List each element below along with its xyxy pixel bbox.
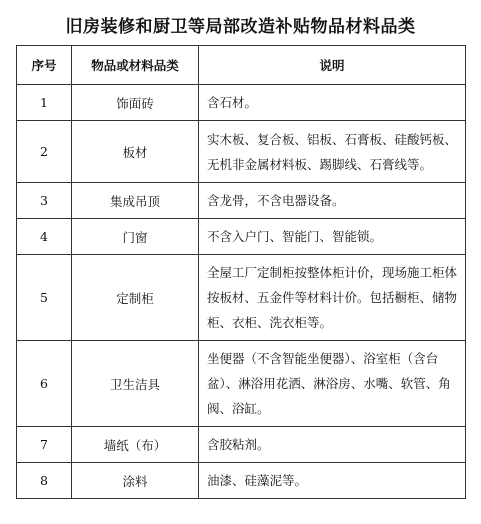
row-number: 1: [17, 85, 72, 121]
row-number: 7: [17, 427, 72, 463]
table-row: [17, 219, 466, 255]
row-description: 含石材。: [199, 85, 466, 121]
row-description: 油漆、硅藻泥等。: [199, 463, 466, 499]
header-description: 说明: [199, 46, 466, 85]
table-row: [17, 183, 466, 219]
table-row: [17, 121, 466, 183]
row-description: 不含入户门、智能门、智能锁。: [199, 219, 466, 255]
table-row: [17, 255, 466, 341]
row-number: 4: [17, 219, 72, 255]
row-category: 饰面砖: [72, 85, 199, 121]
row-number: 3: [17, 183, 72, 219]
row-number: 5: [17, 255, 72, 341]
row-category: 涂料: [72, 463, 199, 499]
row-description: 坐便器（不含智能坐便器）、浴室柜（含台盆）、淋浴用花洒、淋浴房、水嘴、软管、角阀、浴缸。: [199, 341, 466, 427]
row-category: 门窗: [72, 219, 199, 255]
row-description: 含胶粘剂。: [199, 427, 466, 463]
materials-table: [16, 45, 466, 499]
table-row: [17, 85, 466, 121]
row-category: 定制柜: [72, 255, 199, 341]
document-title: 旧房装修和厨卫等局部改造补贴物品材料品类: [65, 17, 416, 37]
row-category: 墙纸（布）: [72, 427, 199, 463]
row-number: 8: [17, 463, 72, 499]
row-number: 6: [17, 341, 72, 427]
table-row: [17, 427, 466, 463]
row-category: 集成吊顶: [72, 183, 199, 219]
header-category: 物品或材料品类: [72, 46, 199, 85]
row-category: 板材: [72, 121, 199, 183]
row-description: 实木板、复合板、铝板、石膏板、硅酸钙板、无机非金属材料板、踢脚线、石膏线等。: [199, 121, 466, 183]
table-row: [17, 463, 466, 499]
row-description: 含龙骨，不含电器设备。: [199, 183, 466, 219]
row-description: 全屋工厂定制柜按整体柜计价，现场施工柜体按板材、五金件等材料计价。包括橱柜、储物柜、衣柜、洗衣柜等。: [199, 255, 466, 341]
row-number: 2: [17, 121, 72, 183]
header-number: 序号: [17, 46, 72, 85]
table-row: [17, 341, 466, 427]
table-header-row: [17, 46, 466, 85]
row-category: 卫生洁具: [72, 341, 199, 427]
